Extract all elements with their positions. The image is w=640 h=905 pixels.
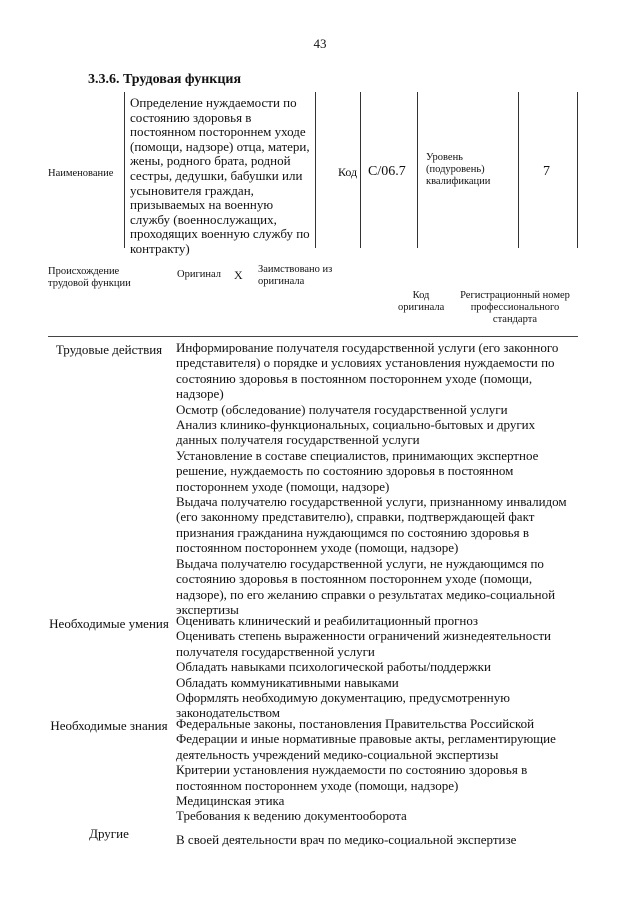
original-mark: X bbox=[234, 268, 243, 282]
list-item: В своей деятельности врач по медико-социальной экспертизе bbox=[176, 832, 517, 847]
row-content-actions bbox=[176, 340, 571, 617]
name-label: Наименование bbox=[48, 168, 114, 179]
code-original-label: Код оригинала bbox=[398, 290, 445, 313]
reg-number-label: Регистрационный номер профессионального стандарта bbox=[460, 290, 570, 325]
row-label-skills: Необходимые умения bbox=[49, 616, 169, 631]
row-content-skills bbox=[176, 613, 571, 721]
code-value: С/06.7 bbox=[368, 164, 406, 179]
list-item: Оценивать клинический и реабилитационный прогноз bbox=[176, 613, 479, 628]
row-label-knowledge: Необходимые знания bbox=[50, 718, 168, 733]
page-number: 43 bbox=[313, 36, 327, 51]
row-label-actions: Трудовые действия bbox=[55, 342, 163, 357]
level-value: 7 bbox=[543, 164, 550, 179]
row-content-other bbox=[176, 832, 571, 847]
list-item: Обладать навыками психологической работы/поддержки bbox=[176, 659, 491, 675]
function-name: Определение нуждаемости по состоянию здоровья в постоянном постороннем уходе (помощи, надзоре) отца, матери, жены, родного брата, родной сестры, дедушки, бабушки или усыновителя граждан, призываемых на военную службу (военнослужащих, проходящих военную службу по контракту) bbox=[130, 95, 310, 256]
row-divider bbox=[48, 336, 578, 337]
list-item: Требования к ведению документооборота bbox=[176, 808, 407, 824]
row-label-other: Другие bbox=[89, 826, 129, 841]
row-content-knowledge bbox=[176, 716, 571, 824]
borrowed-label: Заимствовано из оригинала bbox=[258, 264, 333, 287]
list-item: Установление в составе специалистов, принимающих экспертное решение, нуждаемость по состоянию здоровья в постоянном постороннем уходе (помощи, надзоре) bbox=[176, 447, 539, 494]
list-item: Федеральные законы, постановления Правительства Российской Федерации и иные нормативные правовые акты, регламентирующие деятельность учреждений медико-социальной экспертизы bbox=[176, 716, 556, 762]
list-item: Оценивать степень выраженности ограничений жизнедеятельности получателя государственной услуги bbox=[176, 628, 551, 659]
code-label: Код bbox=[338, 165, 358, 179]
origin-label: Происхождение трудовой функции bbox=[48, 266, 131, 289]
level-label: Уровень (подуровень) квалификации bbox=[426, 152, 491, 187]
list-item: Медицинская этика bbox=[176, 793, 285, 809]
list-item: Выдача получателю государственной услуги, не нуждающимся по состоянию здоровья в постоянном постороннем уходе (помощи, надзоре), по его желанию справки о результатах медико-социальной экспертизы bbox=[176, 555, 556, 617]
list-item: Критерии установления нуждаемости по состоянию здоровья в постоянном постороннем уходе (помощи, надзоре) bbox=[176, 762, 528, 793]
list-item: Осмотр (обследование) получателя государственной услуги bbox=[176, 401, 508, 417]
list-item: Анализ клинико-функциональных, социально-бытовых и других данных получателя государственной услуги bbox=[176, 417, 536, 448]
section-title: 3.3.6. Трудовая функция bbox=[88, 72, 242, 87]
list-item: Информирование получателя государственной услуги (его законного представителя) о порядке и условиях установления нуждаемости по состоянию здоровья в постоянном постороннем уходе (помощи, надзоре) bbox=[176, 340, 559, 402]
list-item: Обладать коммуникативными навыками bbox=[176, 674, 399, 690]
list-item: Оформлять необходимую документацию, предусмотренную законодательством bbox=[176, 690, 510, 721]
list-item: Выдача получателю государственной услуги, признанному инвалидом (его законному представителю), справки, подтверждающей факт признания гражданина нуждающимся по состоянию здоровья в постоянном постороннем уходе (помощи, надзоре) bbox=[176, 494, 567, 556]
original-label: Оригинал bbox=[177, 269, 221, 280]
